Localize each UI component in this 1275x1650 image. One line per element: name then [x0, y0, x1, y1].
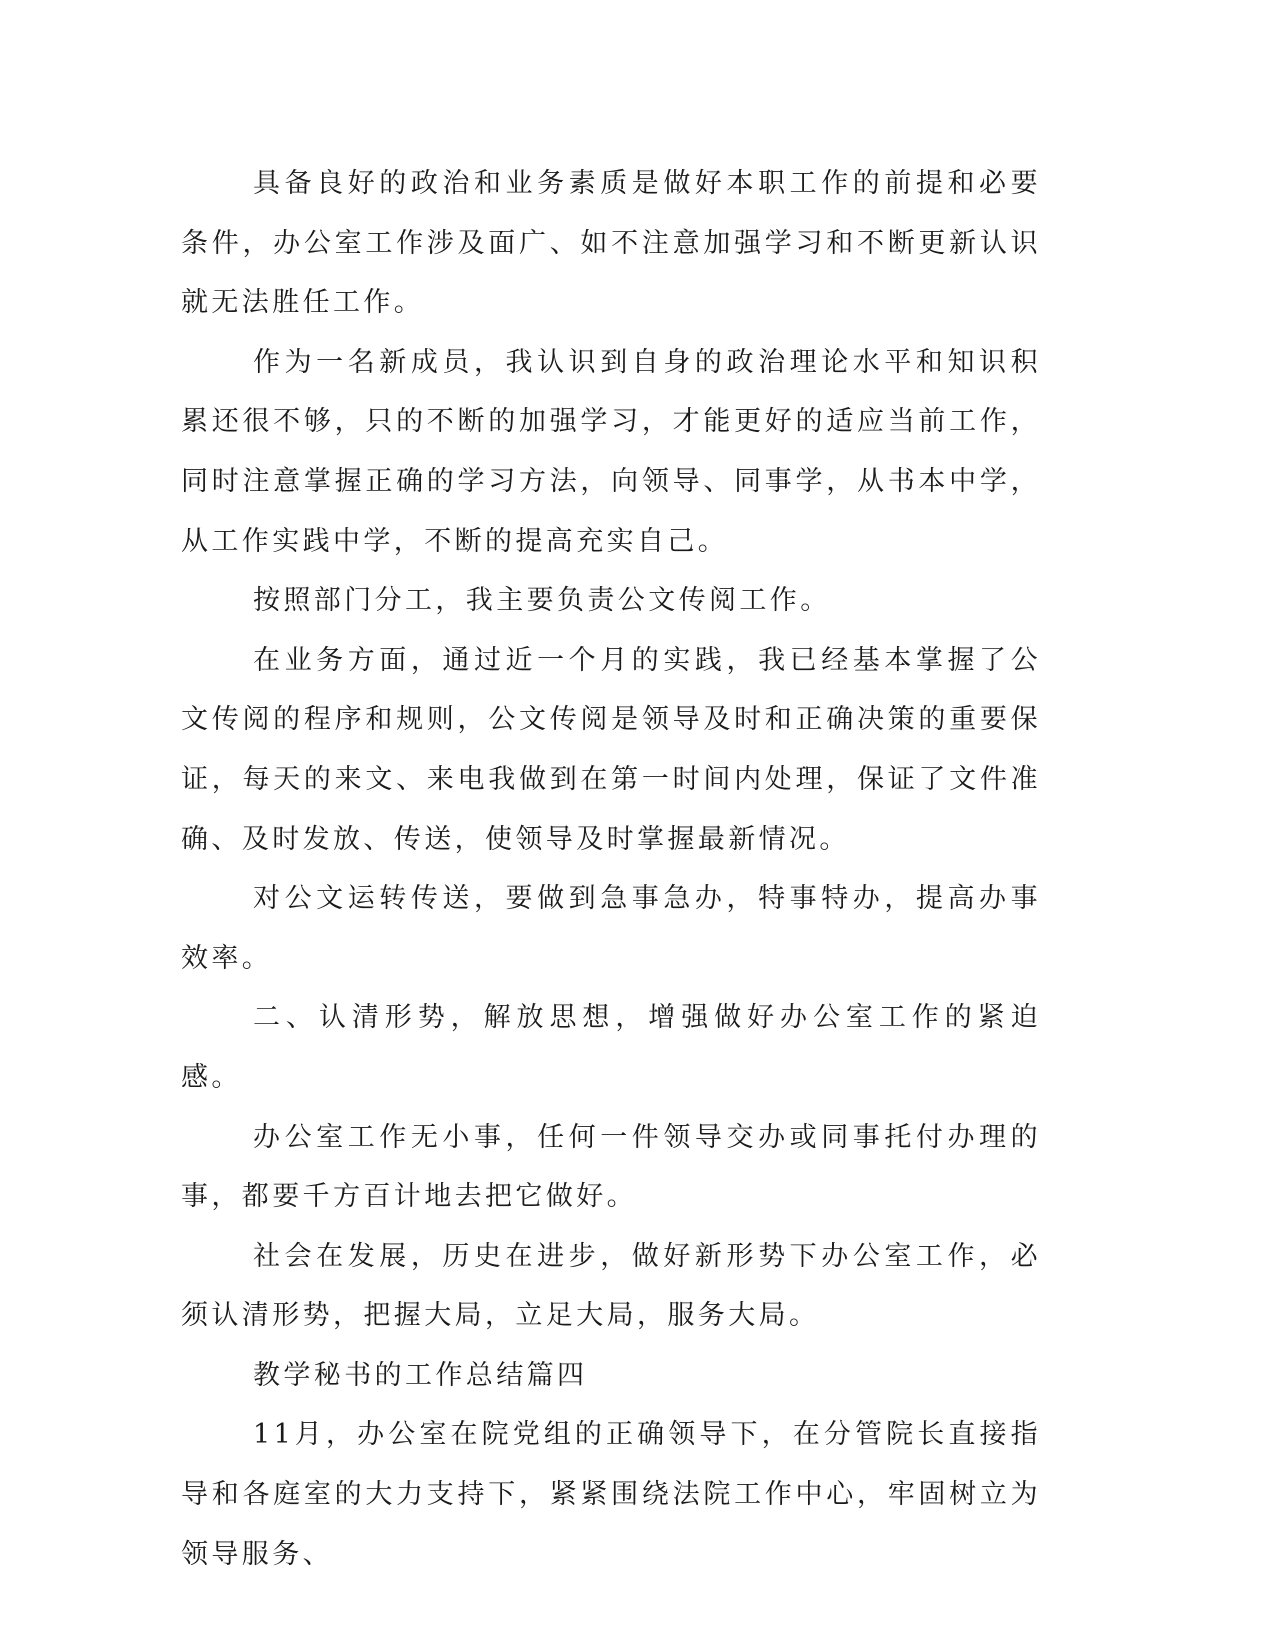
paragraph-8: 社会在发展，历史在进步，做好新形势下办公室工作，必须认清形势，把握大局，立足大局，服务大局。	[181, 1240, 1041, 1332]
paragraph-5: 对公文运转传送，要做到急事急办，特事特办，提高办事效率。	[181, 883, 1041, 974]
paragraph-7: 办公室工作无小事，任何一件领导交办或同事托付办理的事，都要千方百计地去把它做好。	[181, 1121, 1041, 1213]
paragraph-2: 作为一名新成员，我认识到自身的政治理论水平和知识积累还很不够，只的不断的加强学习，才能更好的适应当前工作，同时注意掌握正确的学习方法，向领导、同事学，从书本中学，从工作实践中学，不断的提高充实自己。	[181, 346, 1041, 557]
paragraph-10: 11月，办公室在院党组的正确领导下，在分管院长直接指导和各庭室的大力支持下，紧紧围绕法院工作中心，牢固树立为领导服务、	[181, 1419, 1041, 1570]
paragraph-1: 具备良好的政治和业务素质是做好本职工作的前提和必要条件，办公室工作涉及面广、如不注意加强学习和不断更新认识就无法胜任工作。	[181, 168, 1041, 319]
article-title: 教学秘书的工作总结篇四	[253, 1359, 588, 1391]
paragraph-4: 在业务方面，通过近一个月的实践，我已经基本掌握了公文传阅的程序和规则，公文传阅是领导及时和正确决策的重要保证，每天的来文、来电我做到在第一时间内处理，保证了文件准确、及时发放、传送，使领导及时掌握最新情况。	[181, 644, 1041, 855]
document-body	[181, 154, 1041, 1584]
section-heading: 二、认清形势，解放思想，增强做好办公室工作的紧迫感。	[181, 1002, 1041, 1093]
paragraph-3: 按照部门分工，我主要负责公文传阅工作。	[253, 585, 831, 617]
